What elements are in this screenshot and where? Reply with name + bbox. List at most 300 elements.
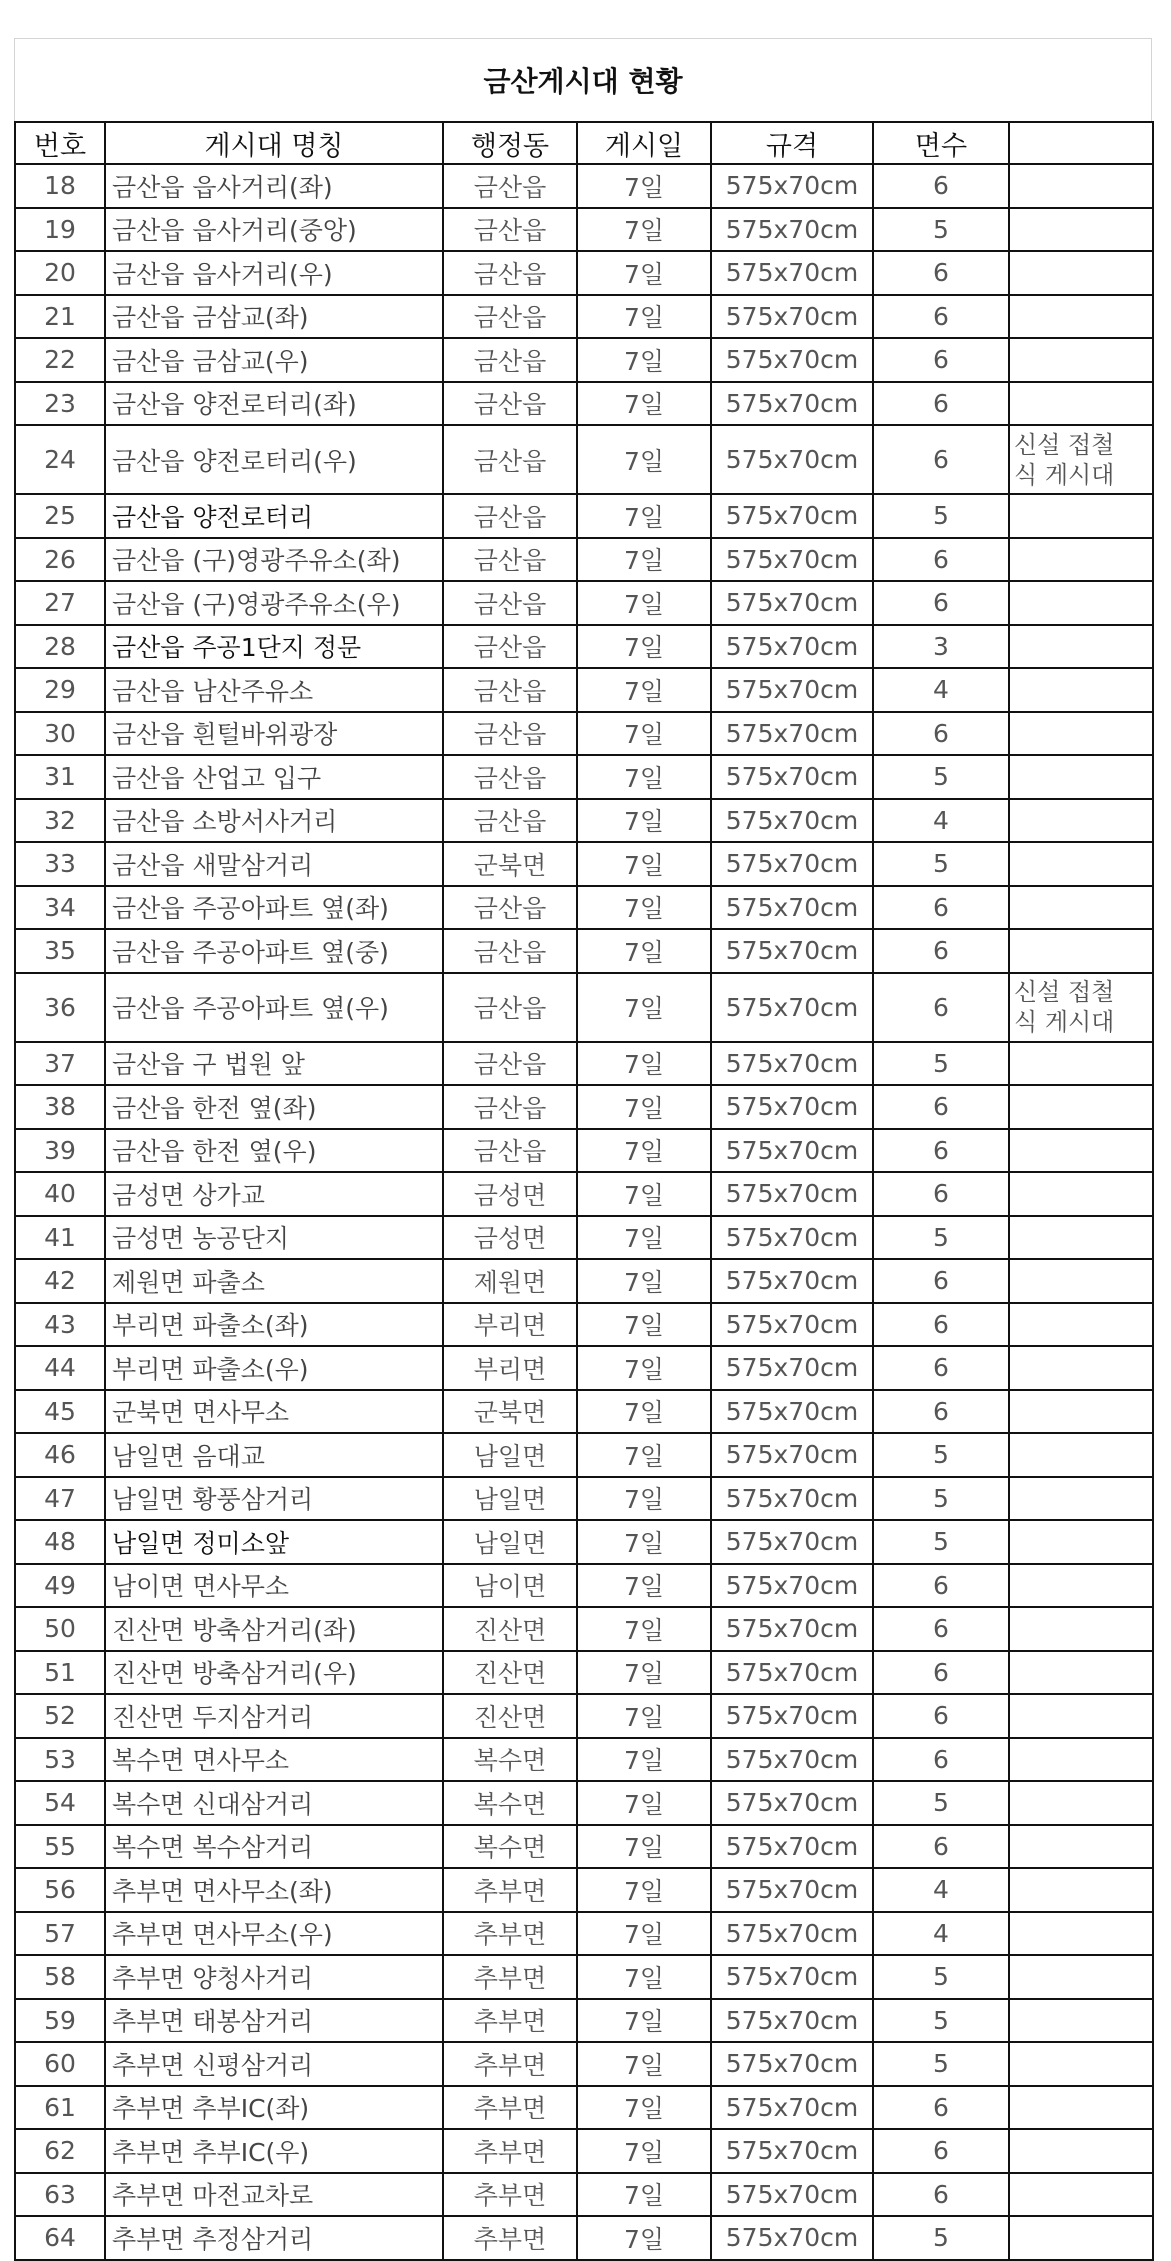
cell-days: 7일 xyxy=(577,538,711,582)
cell-days: 7일 xyxy=(577,1825,711,1869)
cell-days: 7일 xyxy=(577,338,711,382)
cell-dong: 금산읍 xyxy=(443,1129,577,1173)
table-row xyxy=(15,1912,1153,1956)
cell-days: 7일 xyxy=(577,208,711,252)
signboard-sheet xyxy=(14,38,1152,2261)
cell-number: 53 xyxy=(15,1738,105,1782)
cell-dong: 군북면 xyxy=(443,842,577,886)
cell-count: 6 xyxy=(873,538,1009,582)
cell-note xyxy=(1009,494,1153,538)
cell-days: 7일 xyxy=(577,929,711,973)
cell-dong: 진산면 xyxy=(443,1607,577,1651)
cell-size: 575x70cm xyxy=(711,382,873,426)
cell-dong: 추부면 xyxy=(443,2216,577,2260)
cell-count: 4 xyxy=(873,799,1009,843)
cell-count: 5 xyxy=(873,494,1009,538)
cell-name: 추부면 추부IC(좌) xyxy=(105,2086,443,2130)
cell-number: 54 xyxy=(15,1781,105,1825)
cell-name: 추부면 면사무소(우) xyxy=(105,1912,443,1956)
cell-count: 5 xyxy=(873,1216,1009,1260)
cell-number: 40 xyxy=(15,1172,105,1216)
cell-dong: 금산읍 xyxy=(443,164,577,208)
header-size: 규격 xyxy=(711,122,873,164)
cell-count: 6 xyxy=(873,581,1009,625)
cell-note xyxy=(1009,1346,1153,1390)
table-row xyxy=(15,1216,1153,1260)
cell-note xyxy=(1009,886,1153,930)
cell-size: 575x70cm xyxy=(711,338,873,382)
cell-size: 575x70cm xyxy=(711,1042,873,1086)
cell-number: 63 xyxy=(15,2173,105,2217)
cell-count: 5 xyxy=(873,2042,1009,2086)
cell-days: 7일 xyxy=(577,973,711,1042)
cell-dong: 추부면 xyxy=(443,2173,577,2217)
cell-dong: 금산읍 xyxy=(443,1085,577,1129)
note-line: 신설 접철 xyxy=(1014,430,1115,459)
table-row xyxy=(15,1868,1153,1912)
cell-size: 575x70cm xyxy=(711,842,873,886)
cell-number: 61 xyxy=(15,2086,105,2130)
cell-number: 36 xyxy=(15,973,105,1042)
cell-count: 5 xyxy=(873,755,1009,799)
header-dong: 행정동 xyxy=(443,122,577,164)
cell-name: 추부면 추정삼거리 xyxy=(105,2216,443,2260)
table-row xyxy=(15,973,1153,1042)
cell-note xyxy=(1009,2129,1153,2173)
cell-dong: 추부면 xyxy=(443,1868,577,1912)
cell-note xyxy=(1009,799,1153,843)
cell-dong: 추부면 xyxy=(443,1955,577,1999)
page-title: 금산게시대 현황 xyxy=(14,38,1152,121)
cell-dong: 부리면 xyxy=(443,1303,577,1347)
cell-days: 7일 xyxy=(577,1738,711,1782)
cell-name: 금산읍 금삼교(우) xyxy=(105,338,443,382)
cell-days: 7일 xyxy=(577,251,711,295)
cell-number: 50 xyxy=(15,1607,105,1651)
cell-name: 금산읍 (구)영광주유소(좌) xyxy=(105,538,443,582)
cell-number: 25 xyxy=(15,494,105,538)
cell-name: 금산읍 한전 옆(우) xyxy=(105,1129,443,1173)
cell-days: 7일 xyxy=(577,1172,711,1216)
cell-note xyxy=(1009,338,1153,382)
table-row xyxy=(15,2173,1153,2217)
cell-count: 5 xyxy=(873,1781,1009,1825)
cell-name: 금산읍 구 법원 앞 xyxy=(105,1042,443,1086)
cell-count: 4 xyxy=(873,668,1009,712)
cell-size: 575x70cm xyxy=(711,251,873,295)
header-number: 번호 xyxy=(15,122,105,164)
cell-number: 56 xyxy=(15,1868,105,1912)
cell-size: 575x70cm xyxy=(711,208,873,252)
table-row xyxy=(15,1346,1153,1390)
table-row xyxy=(15,2129,1153,2173)
table-row xyxy=(15,668,1153,712)
cell-note xyxy=(1009,1781,1153,1825)
cell-name: 복수면 면사무소 xyxy=(105,1738,443,1782)
cell-size: 575x70cm xyxy=(711,1825,873,1869)
cell-note xyxy=(1009,1172,1153,1216)
cell-name: 금성면 농공단지 xyxy=(105,1216,443,1260)
cell-dong: 금산읍 xyxy=(443,338,577,382)
cell-number: 37 xyxy=(15,1042,105,1086)
cell-name: 금산읍 새말삼거리 xyxy=(105,842,443,886)
cell-days: 7일 xyxy=(577,1912,711,1956)
cell-count: 6 xyxy=(873,973,1009,1042)
cell-days: 7일 xyxy=(577,2129,711,2173)
table-row xyxy=(15,712,1153,756)
cell-count: 6 xyxy=(873,1085,1009,1129)
cell-size: 575x70cm xyxy=(711,295,873,339)
cell-count: 6 xyxy=(873,1694,1009,1738)
cell-count: 5 xyxy=(873,842,1009,886)
cell-dong: 남일면 xyxy=(443,1520,577,1564)
cell-name: 금산읍 주공아파트 옆(중) xyxy=(105,929,443,973)
cell-number: 57 xyxy=(15,1912,105,1956)
cell-note xyxy=(1009,425,1153,494)
cell-count: 5 xyxy=(873,208,1009,252)
cell-count: 6 xyxy=(873,1738,1009,1782)
cell-size: 575x70cm xyxy=(711,1172,873,1216)
table-row xyxy=(15,1825,1153,1869)
table-row xyxy=(15,538,1153,582)
cell-dong: 추부면 xyxy=(443,2086,577,2130)
cell-count: 4 xyxy=(873,1868,1009,1912)
table-row xyxy=(15,799,1153,843)
cell-size: 575x70cm xyxy=(711,1129,873,1173)
cell-dong: 금산읍 xyxy=(443,1042,577,1086)
cell-dong: 금산읍 xyxy=(443,755,577,799)
cell-size: 575x70cm xyxy=(711,164,873,208)
table-row xyxy=(15,208,1153,252)
cell-count: 3 xyxy=(873,625,1009,669)
cell-note xyxy=(1009,2173,1153,2217)
cell-days: 7일 xyxy=(577,295,711,339)
cell-dong: 남일면 xyxy=(443,1433,577,1477)
table-row xyxy=(15,842,1153,886)
cell-size: 575x70cm xyxy=(711,538,873,582)
cell-days: 7일 xyxy=(577,2216,711,2260)
cell-size: 575x70cm xyxy=(711,755,873,799)
table-row xyxy=(15,164,1153,208)
table-row xyxy=(15,295,1153,339)
cell-note xyxy=(1009,1303,1153,1347)
cell-number: 51 xyxy=(15,1651,105,1695)
cell-note xyxy=(1009,1477,1153,1521)
cell-count: 6 xyxy=(873,338,1009,382)
cell-name: 금산읍 금삼교(좌) xyxy=(105,295,443,339)
cell-note xyxy=(1009,1868,1153,1912)
cell-number: 48 xyxy=(15,1520,105,1564)
cell-number: 31 xyxy=(15,755,105,799)
table-row xyxy=(15,1999,1153,2043)
cell-note xyxy=(1009,2042,1153,2086)
cell-count: 6 xyxy=(873,2129,1009,2173)
cell-note xyxy=(1009,1825,1153,1869)
cell-count: 5 xyxy=(873,1520,1009,1564)
cell-note xyxy=(1009,2216,1153,2260)
cell-size: 575x70cm xyxy=(711,1738,873,1782)
cell-count: 6 xyxy=(873,1172,1009,1216)
cell-days: 7일 xyxy=(577,1216,711,1260)
note-line: 식 게시대 xyxy=(1014,1008,1115,1036)
cell-name: 복수면 복수삼거리 xyxy=(105,1825,443,1869)
cell-count: 6 xyxy=(873,295,1009,339)
note-line: 식 게시대 xyxy=(1014,460,1115,489)
table-row xyxy=(15,929,1153,973)
table-row xyxy=(15,425,1153,494)
cell-count: 5 xyxy=(873,1999,1009,2043)
cell-number: 43 xyxy=(15,1303,105,1347)
cell-dong: 추부면 xyxy=(443,1999,577,2043)
cell-note xyxy=(1009,842,1153,886)
cell-note xyxy=(1009,1564,1153,1608)
cell-name: 금산읍 읍사거리(중앙) xyxy=(105,208,443,252)
cell-dong: 추부면 xyxy=(443,2129,577,2173)
cell-size: 575x70cm xyxy=(711,1912,873,1956)
cell-days: 7일 xyxy=(577,494,711,538)
cell-dong: 남일면 xyxy=(443,1477,577,1521)
cell-number: 21 xyxy=(15,295,105,339)
cell-dong: 금산읍 xyxy=(443,668,577,712)
cell-size: 575x70cm xyxy=(711,1433,873,1477)
cell-dong: 복수면 xyxy=(443,1738,577,1782)
cell-dong: 진산면 xyxy=(443,1694,577,1738)
cell-days: 7일 xyxy=(577,2086,711,2130)
cell-name: 금산읍 양전로터리 xyxy=(105,494,443,538)
cell-name: 진산면 방축삼거리(좌) xyxy=(105,1607,443,1651)
cell-size: 575x70cm xyxy=(711,1999,873,2043)
cell-count: 6 xyxy=(873,1607,1009,1651)
cell-size: 575x70cm xyxy=(711,886,873,930)
cell-days: 7일 xyxy=(577,668,711,712)
cell-size: 575x70cm xyxy=(711,929,873,973)
cell-dong: 제원면 xyxy=(443,1259,577,1303)
cell-dong: 복수면 xyxy=(443,1781,577,1825)
cell-dong: 추부면 xyxy=(443,1912,577,1956)
cell-note xyxy=(1009,1085,1153,1129)
table-row xyxy=(15,1781,1153,1825)
cell-days: 7일 xyxy=(577,842,711,886)
cell-days: 7일 xyxy=(577,1651,711,1695)
cell-dong: 진산면 xyxy=(443,1651,577,1695)
cell-note xyxy=(1009,1390,1153,1434)
cell-dong: 금산읍 xyxy=(443,799,577,843)
cell-days: 7일 xyxy=(577,1259,711,1303)
cell-count: 5 xyxy=(873,1955,1009,1999)
cell-count: 6 xyxy=(873,1346,1009,1390)
cell-count: 6 xyxy=(873,251,1009,295)
cell-dong: 금산읍 xyxy=(443,886,577,930)
cell-dong: 금산읍 xyxy=(443,382,577,426)
table-row xyxy=(15,581,1153,625)
cell-number: 19 xyxy=(15,208,105,252)
table-row xyxy=(15,625,1153,669)
cell-count: 6 xyxy=(873,2173,1009,2217)
cell-note xyxy=(1009,1912,1153,1956)
cell-number: 60 xyxy=(15,2042,105,2086)
cell-dong: 금산읍 xyxy=(443,625,577,669)
signboard-table xyxy=(14,121,1154,2261)
cell-days: 7일 xyxy=(577,755,711,799)
cell-days: 7일 xyxy=(577,1694,711,1738)
cell-size: 575x70cm xyxy=(711,1868,873,1912)
cell-note xyxy=(1009,251,1153,295)
cell-size: 575x70cm xyxy=(711,1259,873,1303)
cell-size: 575x70cm xyxy=(711,1346,873,1390)
table-row xyxy=(15,494,1153,538)
cell-count: 5 xyxy=(873,2216,1009,2260)
cell-count: 6 xyxy=(873,1129,1009,1173)
cell-days: 7일 xyxy=(577,625,711,669)
cell-size: 575x70cm xyxy=(711,581,873,625)
cell-note xyxy=(1009,164,1153,208)
cell-note xyxy=(1009,1607,1153,1651)
cell-count: 6 xyxy=(873,929,1009,973)
cell-name: 금산읍 (구)영광주유소(우) xyxy=(105,581,443,625)
cell-note xyxy=(1009,1216,1153,1260)
cell-size: 575x70cm xyxy=(711,1216,873,1260)
cell-dong: 군북면 xyxy=(443,1390,577,1434)
table-row xyxy=(15,1172,1153,1216)
cell-name: 남일면 음대교 xyxy=(105,1433,443,1477)
table-row xyxy=(15,1694,1153,1738)
cell-days: 7일 xyxy=(577,1781,711,1825)
cell-days: 7일 xyxy=(577,1129,711,1173)
cell-note xyxy=(1009,668,1153,712)
cell-name: 남일면 정미소앞 xyxy=(105,1520,443,1564)
cell-days: 7일 xyxy=(577,2173,711,2217)
cell-size: 575x70cm xyxy=(711,2129,873,2173)
cell-size: 575x70cm xyxy=(711,2086,873,2130)
cell-days: 7일 xyxy=(577,1433,711,1477)
cell-count: 5 xyxy=(873,1477,1009,1521)
cell-name: 금산읍 남산주유소 xyxy=(105,668,443,712)
cell-size: 575x70cm xyxy=(711,712,873,756)
cell-name: 추부면 신평삼거리 xyxy=(105,2042,443,2086)
cell-days: 7일 xyxy=(577,2042,711,2086)
cell-name: 추부면 태봉삼거리 xyxy=(105,1999,443,2043)
table-row xyxy=(15,2086,1153,2130)
cell-number: 64 xyxy=(15,2216,105,2260)
cell-number: 23 xyxy=(15,382,105,426)
note-line: 신설 접철 xyxy=(1014,978,1115,1006)
cell-count: 6 xyxy=(873,886,1009,930)
cell-number: 52 xyxy=(15,1694,105,1738)
table-row xyxy=(15,338,1153,382)
table-row xyxy=(15,1433,1153,1477)
cell-size: 575x70cm xyxy=(711,1564,873,1608)
cell-name: 금산읍 산업고 입구 xyxy=(105,755,443,799)
cell-number: 20 xyxy=(15,251,105,295)
cell-name: 부리면 파출소(우) xyxy=(105,1346,443,1390)
cell-note xyxy=(1009,1651,1153,1695)
cell-number: 26 xyxy=(15,538,105,582)
cell-dong: 금산읍 xyxy=(443,494,577,538)
cell-days: 7일 xyxy=(577,886,711,930)
cell-number: 24 xyxy=(15,425,105,494)
cell-count: 6 xyxy=(873,1303,1009,1347)
cell-number: 45 xyxy=(15,1390,105,1434)
cell-days: 7일 xyxy=(577,1477,711,1521)
cell-note xyxy=(1009,1738,1153,1782)
cell-note xyxy=(1009,973,1153,1042)
table-row xyxy=(15,2216,1153,2260)
cell-days: 7일 xyxy=(577,1607,711,1651)
cell-count: 6 xyxy=(873,1651,1009,1695)
cell-days: 7일 xyxy=(577,1564,711,1608)
cell-size: 575x70cm xyxy=(711,1781,873,1825)
cell-name: 진산면 두지삼거리 xyxy=(105,1694,443,1738)
header-row xyxy=(15,122,1153,164)
cell-dong: 복수면 xyxy=(443,1825,577,1869)
cell-dong: 금산읍 xyxy=(443,581,577,625)
table-row xyxy=(15,1477,1153,1521)
cell-number: 42 xyxy=(15,1259,105,1303)
table-row xyxy=(15,1955,1153,1999)
cell-size: 575x70cm xyxy=(711,2173,873,2217)
cell-number: 22 xyxy=(15,338,105,382)
cell-number: 62 xyxy=(15,2129,105,2173)
cell-number: 47 xyxy=(15,1477,105,1521)
cell-number: 59 xyxy=(15,1999,105,2043)
cell-number: 33 xyxy=(15,842,105,886)
cell-days: 7일 xyxy=(577,1085,711,1129)
table-row xyxy=(15,1042,1153,1086)
cell-dong: 금성면 xyxy=(443,1172,577,1216)
table-row xyxy=(15,1651,1153,1695)
cell-name: 남일면 황풍삼거리 xyxy=(105,1477,443,1521)
cell-number: 29 xyxy=(15,668,105,712)
table-row xyxy=(15,1607,1153,1651)
cell-count: 6 xyxy=(873,1825,1009,1869)
cell-days: 7일 xyxy=(577,799,711,843)
cell-note xyxy=(1009,755,1153,799)
cell-count: 5 xyxy=(873,1433,1009,1477)
cell-count: 6 xyxy=(873,712,1009,756)
cell-note xyxy=(1009,625,1153,669)
cell-name: 금산읍 양전로터리(우) xyxy=(105,425,443,494)
cell-name: 복수면 신대삼거리 xyxy=(105,1781,443,1825)
cell-note xyxy=(1009,538,1153,582)
table-row xyxy=(15,1738,1153,1782)
cell-count: 6 xyxy=(873,1259,1009,1303)
cell-size: 575x70cm xyxy=(711,668,873,712)
cell-name: 금산읍 읍사거리(좌) xyxy=(105,164,443,208)
cell-count: 6 xyxy=(873,382,1009,426)
cell-name: 제원면 파출소 xyxy=(105,1259,443,1303)
cell-count: 6 xyxy=(873,2086,1009,2130)
cell-days: 7일 xyxy=(577,1303,711,1347)
cell-note xyxy=(1009,382,1153,426)
cell-name: 금산읍 주공1단지 정문 xyxy=(105,625,443,669)
cell-number: 39 xyxy=(15,1129,105,1173)
cell-note xyxy=(1009,581,1153,625)
cell-name: 군북면 면사무소 xyxy=(105,1390,443,1434)
cell-size: 575x70cm xyxy=(711,1477,873,1521)
cell-size: 575x70cm xyxy=(711,1651,873,1695)
cell-number: 44 xyxy=(15,1346,105,1390)
cell-number: 30 xyxy=(15,712,105,756)
cell-count: 6 xyxy=(873,425,1009,494)
cell-dong: 부리면 xyxy=(443,1346,577,1390)
cell-count: 6 xyxy=(873,164,1009,208)
cell-note xyxy=(1009,1129,1153,1173)
cell-size: 575x70cm xyxy=(711,1607,873,1651)
cell-size: 575x70cm xyxy=(711,1085,873,1129)
header-days: 게시일 xyxy=(577,122,711,164)
cell-count: 5 xyxy=(873,1042,1009,1086)
cell-number: 27 xyxy=(15,581,105,625)
